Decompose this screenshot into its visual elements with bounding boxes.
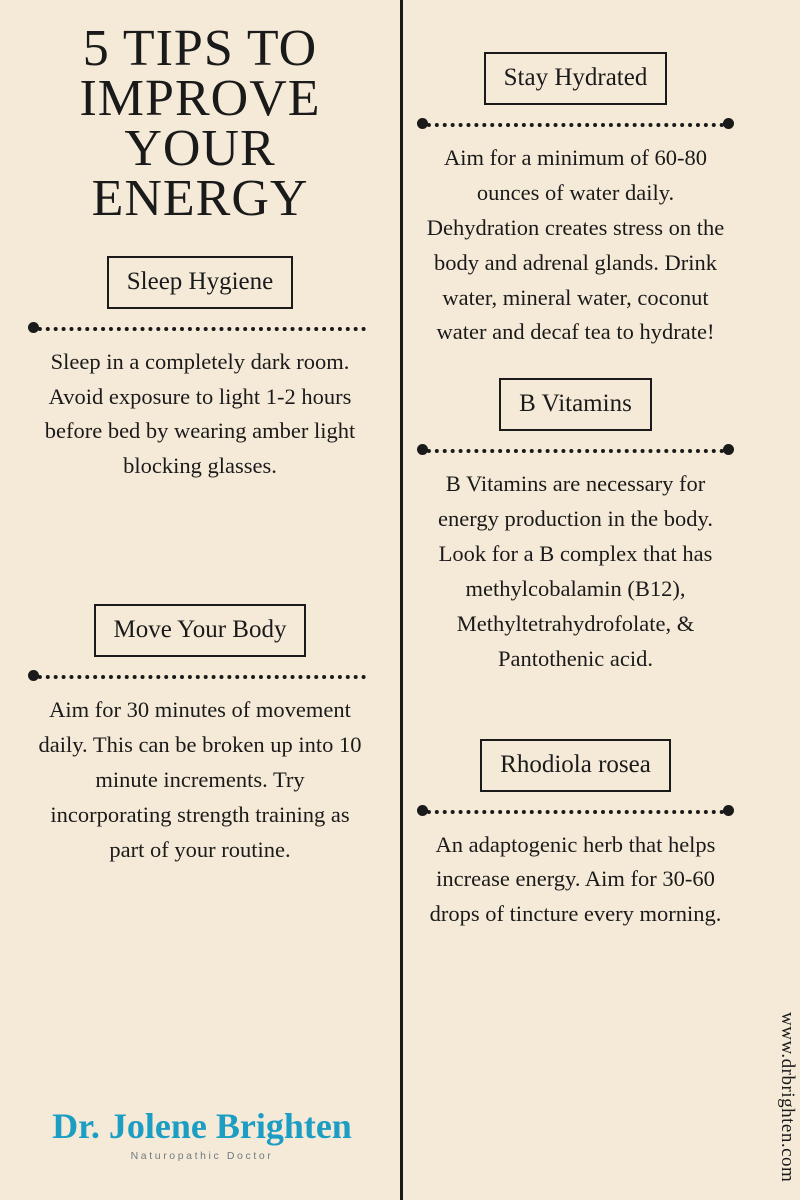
dot-cap-left xyxy=(417,805,428,816)
dotted-divider xyxy=(30,669,366,685)
dotted-line xyxy=(419,123,732,130)
dotted-divider xyxy=(30,321,366,337)
dotted-divider xyxy=(419,804,732,820)
page-title: 5 TIPS TO IMPROVE YOUR ENERGY xyxy=(79,20,321,227)
tip-body: Aim for 30 minutes of movement daily. This can be broken up into 10 minute increments. Try incorporating strength training as part of your routine. xyxy=(38,697,362,862)
dotted-line xyxy=(419,449,732,456)
dot-cap-right xyxy=(723,805,734,816)
tip-move-your-body xyxy=(20,604,380,867)
tip-heading: Sleep Hygiene xyxy=(107,256,293,309)
tip-stay-hydrated xyxy=(413,52,738,350)
dot-cap-right xyxy=(723,444,734,455)
dotted-line xyxy=(30,675,366,682)
right-column xyxy=(403,0,748,1200)
tip-sleep-hygiene xyxy=(20,256,380,485)
dot-cap-left xyxy=(28,322,39,333)
tip-heading: Move Your Body xyxy=(94,604,307,657)
tip-body: Aim for a minimum of 60-80 ounces of water daily. Dehydration creates stress on the body and adrenal glands. Drink water, mineral water, coconut water and decaf tea to hydrate! xyxy=(426,145,725,345)
dotted-line xyxy=(419,810,732,817)
brand-logo xyxy=(32,1108,372,1162)
tip-heading: Rhodiola rosea xyxy=(480,739,671,792)
tip-heading: Stay Hydrated xyxy=(484,52,668,105)
tip-rhodiola-rosea xyxy=(413,739,738,933)
dotted-divider xyxy=(419,117,732,133)
logo-subtitle: Naturopathic Doctor xyxy=(130,1150,274,1162)
dotted-divider xyxy=(419,443,732,459)
logo-name: Dr. Jolene Brighten xyxy=(52,1106,352,1146)
tip-body: An adaptogenic herb that helps increase energy. Aim for 30-60 drops of tincture every morning. xyxy=(429,831,722,927)
tip-body: B Vitamins are necessary for energy production in the body. Look for a B complex that has methylcobalamin (B12), Methyltetrahydrofolate, & Pantothenic acid. xyxy=(438,471,713,671)
dotted-line xyxy=(30,327,366,334)
dot-cap-right xyxy=(723,118,734,129)
dot-cap-left xyxy=(417,118,428,129)
website-url: www.drbrighten.com xyxy=(777,1011,798,1182)
tip-body: Sleep in a completely dark room. Avoid exposure to light 1-2 hours before bed by wearing amber light blocking glasses. xyxy=(44,348,356,479)
tip-b-vitamins xyxy=(413,378,738,676)
tip-heading: B Vitamins xyxy=(499,378,652,431)
